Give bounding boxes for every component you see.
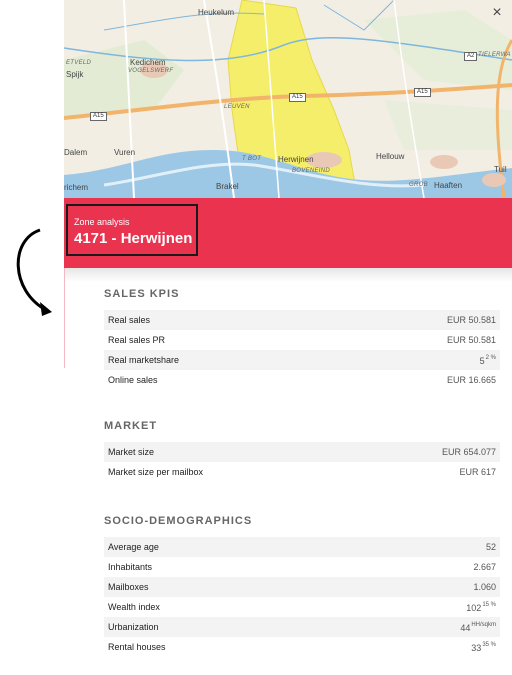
panel-edge (64, 268, 65, 368)
curved-arrow-icon (0, 220, 64, 320)
table-row (104, 617, 500, 637)
row-label: Inhabitants (108, 562, 153, 572)
row-value (486, 542, 496, 552)
row-value (480, 355, 496, 366)
table-row (104, 577, 500, 597)
row-value-text: 2.667 (473, 562, 496, 572)
row-label: Market size per mailbox (108, 467, 204, 477)
map-label-spijk: Spijk (66, 70, 84, 79)
row-value-text: 1.060 (473, 582, 496, 592)
road-shield-a15-east: A15 (414, 88, 431, 97)
zone-title: 4171 - Herwijnen (74, 230, 193, 247)
section-sales-kpis (104, 288, 500, 390)
row-value (447, 315, 496, 325)
map-label-tuil: Tuil (494, 165, 507, 174)
zone-header (64, 198, 512, 268)
row-value-text: 102 (466, 602, 482, 613)
row-value-text: EUR 654.077 (441, 447, 496, 457)
row-value-text: 52 (485, 542, 496, 552)
row-value (447, 335, 496, 345)
row-value-text: EUR 50.581 (446, 315, 496, 325)
row-label: Urbanization (108, 622, 159, 632)
map-label-brakel: Brakel (216, 182, 239, 191)
row-value (442, 447, 496, 457)
market-rows (104, 442, 500, 482)
section-title-sales: SALES KPIS (104, 288, 180, 300)
table-row (104, 370, 500, 390)
map-label-grob: GROB (409, 182, 428, 188)
map-label-hellouw: Hellouw (376, 152, 405, 161)
row-label: Online sales (108, 375, 158, 385)
map-label-dalem: Dalem (64, 148, 88, 157)
row-value-unit: 15 % (482, 601, 496, 608)
table-row (104, 330, 500, 350)
map-label-herwijnen: Herwijnen (278, 155, 314, 164)
row-value-unit: HH/sqkm (471, 621, 496, 628)
close-icon[interactable]: × (492, 4, 502, 21)
table-row (104, 350, 500, 370)
section-title-market: MARKET (104, 420, 158, 432)
map-label-richem: richem (64, 183, 89, 192)
row-label: Real sales PR (108, 335, 166, 345)
table-row (104, 537, 500, 557)
road-shield-a2: A2 (464, 52, 477, 61)
row-value-text: EUR 617 (459, 467, 496, 477)
row-value (473, 562, 496, 572)
zone-panel (64, 0, 512, 675)
map-label-boveneind: BOVENEIND (292, 168, 331, 174)
socio-rows (104, 537, 500, 657)
row-value-unit: 2 % (485, 354, 496, 361)
header-shadow (64, 268, 512, 282)
map-label-vuren: Vuren (114, 148, 136, 157)
row-label: Mailboxes (108, 582, 149, 592)
row-value-text: 33 (471, 642, 482, 653)
row-value (459, 467, 496, 477)
map-label-heukelum: Heukelum (198, 8, 235, 17)
table-row (104, 310, 500, 330)
row-value (447, 375, 496, 385)
row-value-text: 5 (479, 355, 485, 366)
section-market (104, 420, 500, 482)
row-value (466, 602, 496, 613)
row-value (473, 582, 496, 592)
zone-subtitle: Zone analysis (74, 217, 130, 227)
table-row (104, 557, 500, 577)
map-view[interactable] (64, 0, 512, 198)
section-title-socio: SOCIO-DEMOGRAPHICS (104, 515, 253, 527)
row-value-text: 44 (460, 622, 471, 633)
table-row (104, 442, 500, 462)
map-canvas (64, 0, 512, 198)
sales-rows (104, 310, 500, 390)
row-value-text: EUR 50.581 (446, 335, 496, 345)
row-value-unit: 35 % (482, 641, 496, 648)
table-row (104, 462, 500, 482)
map-label-vogelswerf: VOGELSWERF (128, 68, 174, 74)
row-label: Rental houses (108, 642, 166, 652)
map-label-haaften: Haaften (434, 181, 463, 190)
row-value (471, 642, 496, 653)
row-label: Real marketshare (108, 355, 180, 365)
road-shield-a15-west: A15 (90, 112, 107, 121)
map-label-tbot: T BOT (242, 156, 262, 162)
row-label: Real sales (108, 315, 151, 325)
map-label-kedichem: Kedichem (130, 58, 166, 67)
table-row (104, 597, 500, 617)
map-label-leuven: LEUVEN (224, 104, 250, 110)
row-label: Wealth index (108, 602, 160, 612)
row-value (460, 622, 496, 633)
map-label-tielerwaard: TIELERWA (478, 52, 511, 58)
row-value-text: EUR 16.665 (446, 375, 496, 385)
section-socio-demographics (104, 515, 500, 657)
row-label: Average age (108, 542, 159, 552)
table-row (104, 637, 500, 657)
row-label: Market size (108, 447, 155, 457)
road-shield-a15-center: A15 (289, 93, 306, 102)
map-label-etveld: ETVELD (66, 60, 92, 66)
